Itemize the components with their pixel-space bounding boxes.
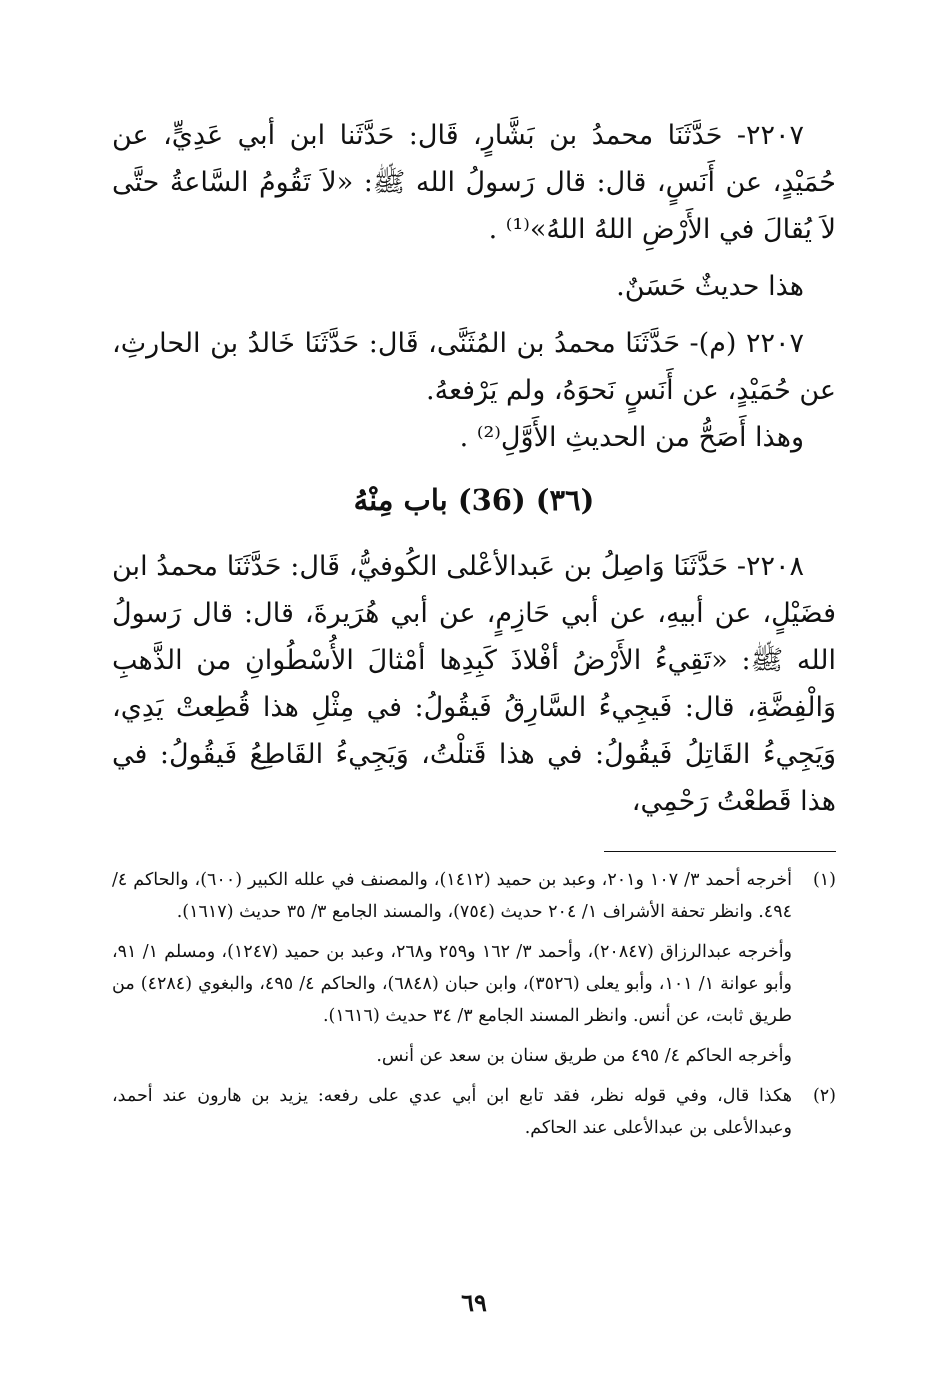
main-text [112, 112, 836, 825]
footnote-separator [604, 851, 836, 852]
footnote-2-text: هكذا قال، وفي قوله نظر، فقد تابع ابن أبي عدي على رفعه: يزيد بن هارون عند أحمد، وعبدالأعلى بن عبدالأعلى عند الحاكم. [112, 1086, 792, 1138]
footnote-2-number: (٢) [812, 1086, 836, 1106]
authenticity-note: وهذا أَصَحُّ من الحديثِ الأَوَّلِ⁽²⁾ . [459, 422, 804, 453]
hadith-2208: ٢٢٠٨- حَدَّثَنَا وَاصِلُ بن عَبدالأعْلى الكُوفيُّ، قَال: حَدَّثَنَا محمدُ ابن فضَيْلٍ، عن أبيهِ، عن أبي حَازِمٍ، عن أبي هُرَيرةَ، قال: قال رَسولُ الله ﷺ: «تَقِيءُ الأَرْضُ أفْلاذَ كَبِدِها أمْثالَ الأُسْطُوانِ من الذَّهبِ وَالْفِضَّةِ، قال: فَيجِيءُ السَّارِقُ فَيقُولُ: في مِثْلِ هذا قُطِعتْ يَدِي، وَيَجِيءُ القَاتِلُ فَيقُولُ: في هذا قَتلْتُ، وَيَجِيءُ القَاطِعُ فَيقُولُ: في هذا قَطعْتُ رَحْمِي، [112, 551, 836, 817]
footnote-1-text: أخرجه أحمد ٣/ ١٠٧ و٢٠١، وعبد بن حميد (١٤١٢)، والمصنف في علله الكبير (٦٠٠)، والحاكم ٤/ ٤٩٤. وانظر تحفة الأشراف ١/ ٢٠٤ حديث (٧٥٤)، والمسند الجامع ٣/ ٣٥ حديث (١٦١٧). [112, 870, 793, 922]
hadith-2207: ٢٢٠٧- حَدَّثَنَا محمدُ بن بَشَّارٍ، قَال: حَدَّثَنا ابن أبي عَدِيٍّ، عن حُمَيْدٍ، عن أَنَسٍ، قال: قال رَسولُ الله ﷺ: «لاَ تَقُومُ السَّاعةُ حتَّى لاَ يُقالَ في الأَرْضِ اللهُ اللهُ»⁽¹⁾ . [112, 120, 836, 245]
footnotes [112, 864, 836, 1144]
hadith-2207-m: ٢٢٠٧ (م)- حَدَّثَنَا محمدُ بن المُثَنَّى، قَال: حَدَّثَنَا خَالدُ بن الحارثِ، عن حُمَيْدٍ، عن أَنَسٍ نَحوَهُ، ولم يَرْفعهُ. [112, 328, 836, 406]
footnote-1-continuation-2: وأخرجه الحاكم ٤/ ٤٩٥ من طريق سنان بن سعد عن أنس. [376, 1046, 792, 1066]
footnote-1-number: (١) [812, 870, 836, 890]
grading-note: هذا حديثٌ حَسَنٌ. [616, 271, 804, 302]
page-number: ٦٩ [461, 1288, 487, 1317]
footnote-1-continuation: وأخرجه عبدالرزاق (٢٠٨٤٧)، وأحمد ٣/ ١٦٢ و٢٥٩ و٢٦٨، وعبد بن حميد (١٢٤٧)، ومسلم ١/ ٩١، وأبو عوانة ١/ ١٠١، وأبو يعلى (٣٥٢٦)، وابن حبان (٦٨٤٨)، والحاكم ٤/ ٤٩٥، والبغوي (٤٢٨٤) من طريق ثابت، عن أنس. وانظر المسند الجامع ٣/ ٣٤ حديث (١٦١٦). [112, 942, 793, 1026]
footnote-1 [112, 864, 836, 928]
footnote-2 [112, 1080, 836, 1144]
chapter-heading: (٣٦) (36) باب مِنْهُ [353, 483, 595, 517]
